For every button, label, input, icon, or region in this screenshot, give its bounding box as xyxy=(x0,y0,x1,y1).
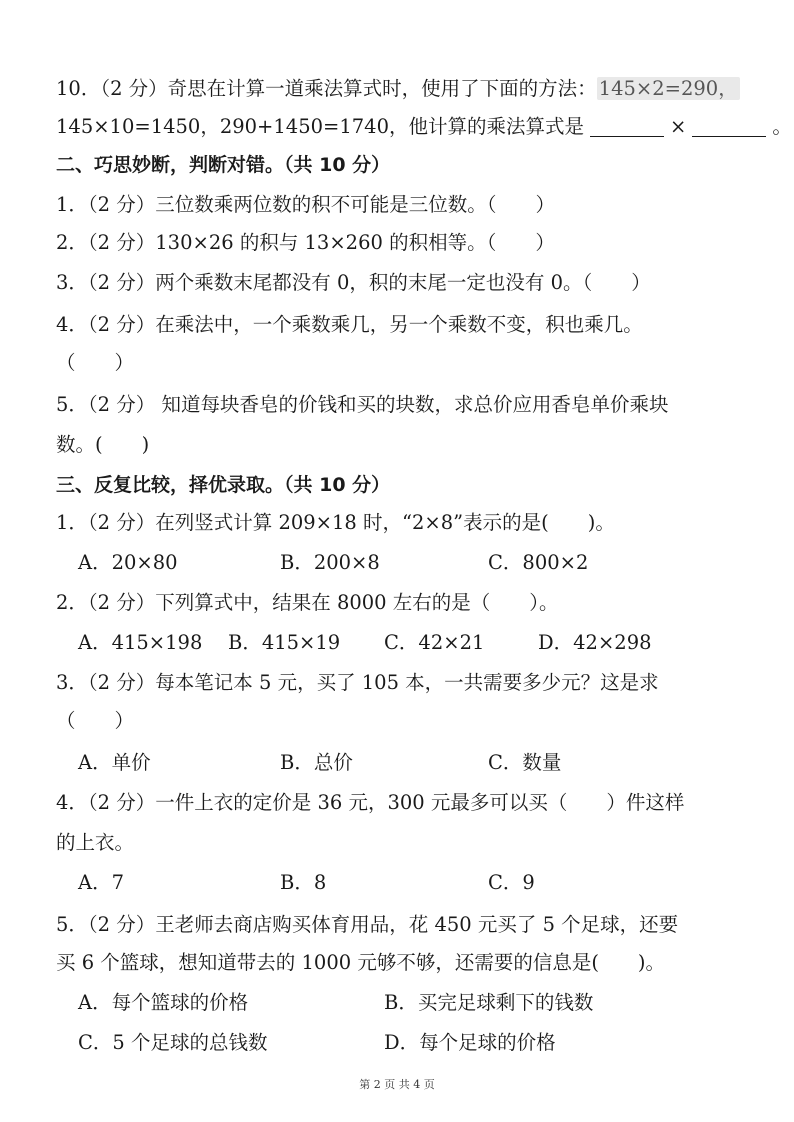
s3-q2-option-b[interactable]: B．415×19 xyxy=(228,631,341,654)
s2-question-4: 4．（2 分）在乘法中，一个乘数乘几，另一个乘数不变，积也乘几。 xyxy=(56,313,643,336)
q10-text: 10．（2 分）奇思在计算一道乘法算式时，使用了下面的方法： xyxy=(56,77,597,100)
s2-question-1: 1．（2 分）三位数乘两位数的积不可能是三位数。（ ） xyxy=(56,193,556,216)
q10-blank-1[interactable] xyxy=(590,116,664,137)
q10-line-2 xyxy=(56,112,792,142)
q10-blank-2[interactable] xyxy=(692,116,766,137)
q10-equation: 145×2=290， xyxy=(598,77,738,100)
s3-question-2: 2．（2 分）下列算式中，结果在 8000 左右的是（ ）。 xyxy=(56,591,559,614)
q10-line-1 xyxy=(56,74,754,104)
page-footer: 第 2 页 共 4 页 xyxy=(359,1078,435,1091)
s3-q5-option-d[interactable]: D．每个足球的价格 xyxy=(384,1031,556,1054)
s3-question-5-line-2: 买 6 个篮球，想知道带去的 1000 元够不够，还需要的信息是( )。 xyxy=(56,951,666,974)
s3-q1-option-a[interactable]: A．20×80 xyxy=(78,551,178,574)
s3-question-3: 3．（2 分）每本笔记本 5 元，买了 105 本，一共需要多少元？这是求 xyxy=(56,671,659,694)
s2-question-2: 2．（2 分）130×26 的积与 13×260 的积相等。（ ） xyxy=(56,231,555,254)
s3-q2-option-a[interactable]: A．415×198 xyxy=(78,631,203,654)
s3-q3-option-a[interactable]: A．单价 xyxy=(78,751,151,774)
q10-period: 。 xyxy=(772,115,792,138)
s3-question-5-line-1: 5．（2 分）王老师去商店购买体育用品，花 450 元买了 5 个足球，还要 xyxy=(56,913,679,936)
s2-question-5-line-1: 5．（2 分） 知道每块香皂的价钱和买的块数，求总价应用香皂单价乘块 xyxy=(56,393,669,416)
s2-question-3: 3．（2 分）两个乘数末尾都没有 0，积的末尾一定也没有 0。（ ） xyxy=(56,271,651,294)
s3-q1-option-b[interactable]: B．200×8 xyxy=(280,551,380,574)
s3-q5-option-a[interactable]: A．每个篮球的价格 xyxy=(78,991,249,1014)
q10-times-sign: × xyxy=(670,115,687,138)
s3-question-4-line-1: 4．（2 分）一件上衣的定价是 36 元，300 元最多可以买（ ）件这样 xyxy=(56,791,685,814)
q10-line-2-text: 145×10=1450，290+1450=1740，他计算的乘法算式是 xyxy=(56,115,584,138)
s3-q3-option-b[interactable]: B．总价 xyxy=(280,751,353,774)
s3-question-1: 1．（2 分）在列竖式计算 209×18 时，“2×8”表示的是( )。 xyxy=(56,511,615,534)
s2-question-5-line-2: 数。( ) xyxy=(56,433,150,456)
s3-question-3-answer[interactable]: （ ） xyxy=(56,709,135,732)
s3-q5-option-b[interactable]: B．买完足球剩下的钱数 xyxy=(384,991,594,1014)
s3-q4-option-b[interactable]: B．8 xyxy=(280,871,327,894)
s3-q4-option-a[interactable]: A．7 xyxy=(78,871,124,894)
s3-q1-option-c[interactable]: C．800×2 xyxy=(488,551,589,574)
section-3-title: 三、反复比较，择优录取。（共 10 分） xyxy=(56,474,391,496)
s3-q4-option-c[interactable]: C．9 xyxy=(488,871,535,894)
s3-q2-option-d[interactable]: D．42×298 xyxy=(538,631,652,654)
s3-q5-option-c[interactable]: C．5 个足球的总钱数 xyxy=(78,1031,268,1054)
s2-question-4-answer[interactable]: （ ） xyxy=(56,351,135,374)
s3-q2-option-c[interactable]: C．42×21 xyxy=(384,631,485,654)
s3-q3-option-c[interactable]: C．数量 xyxy=(488,751,562,774)
section-2-title: 二、巧思妙断，判断对错。（共 10 分） xyxy=(56,154,391,176)
s3-question-4-line-2: 的上衣。 xyxy=(56,831,135,854)
